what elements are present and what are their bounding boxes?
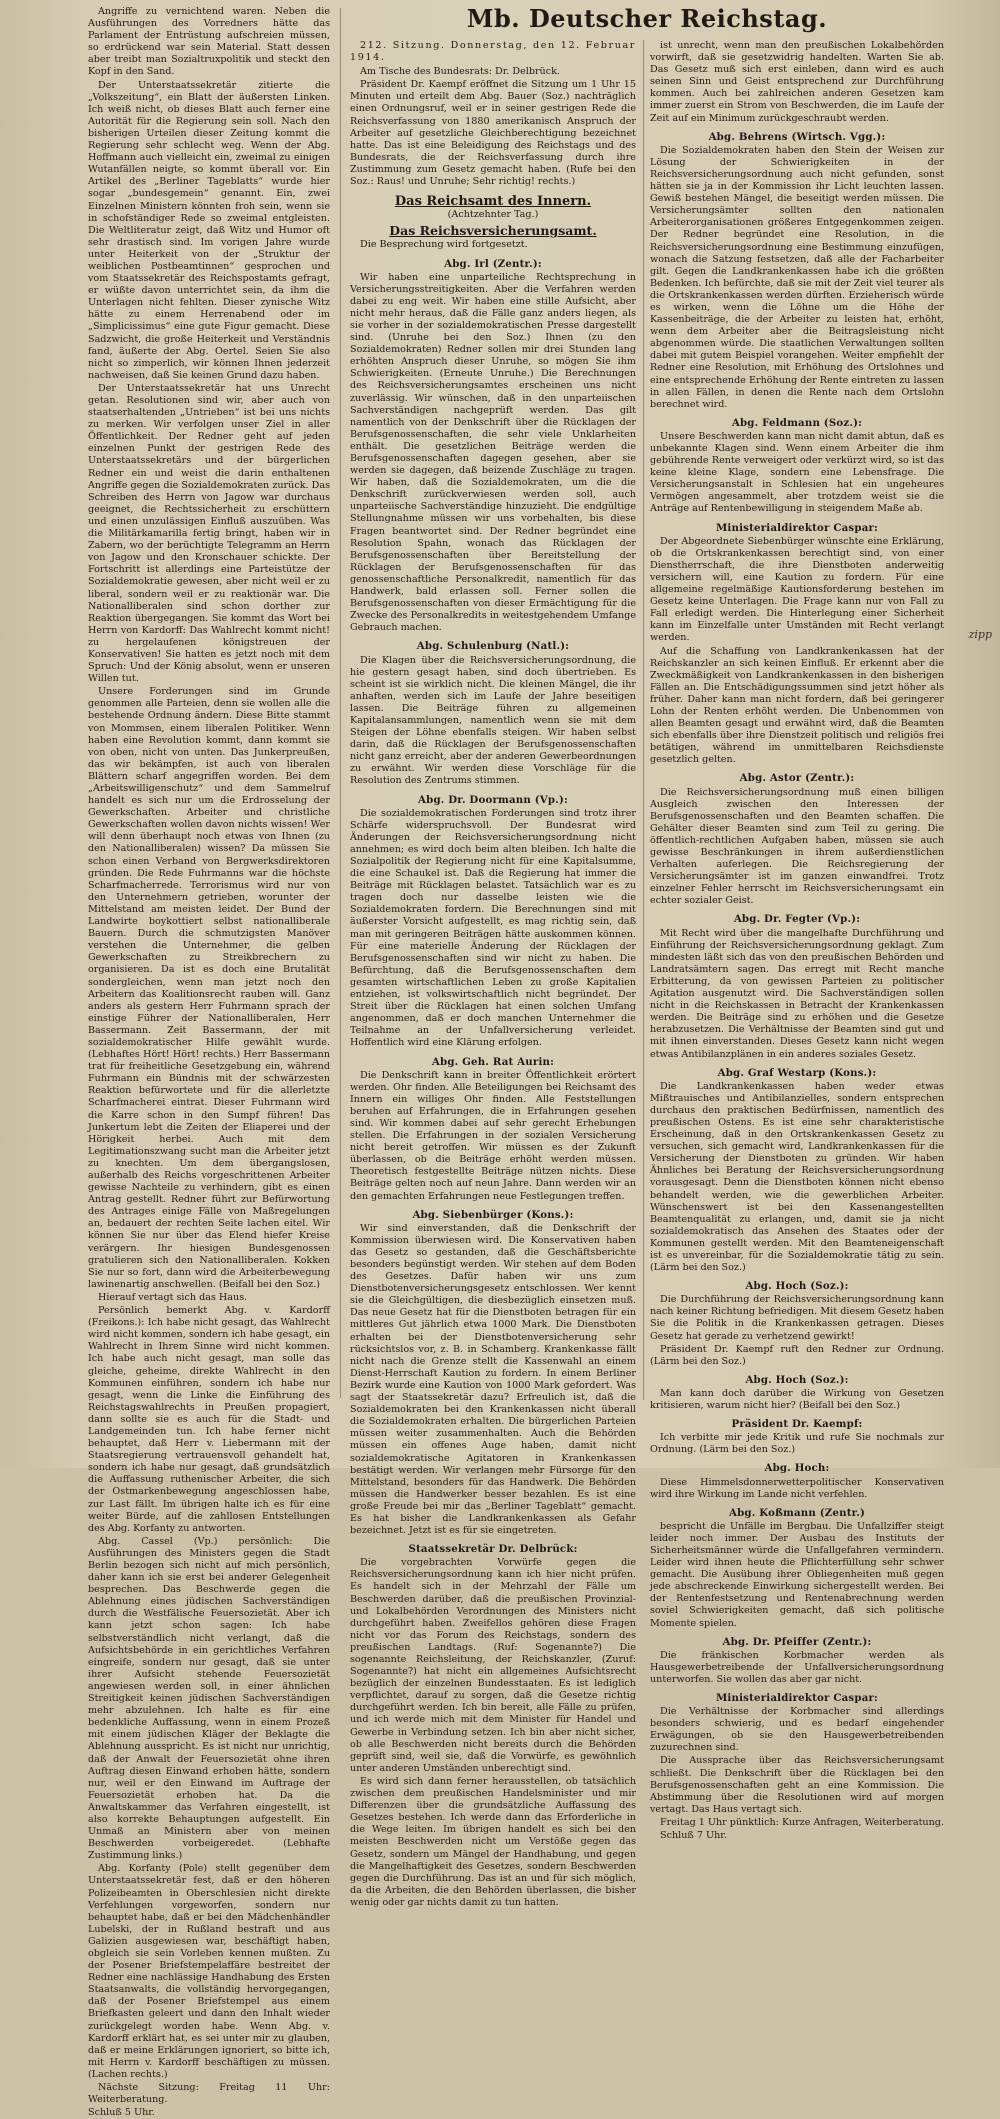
col1-paragraph: Der Unterstaatssekretär hat uns Unrecht getan. Resolutionen sind wir, aber auch von staatserhaltenden „Untrieben“ ist bei uns nichts zu merken. Wir verfolgen unser Ziel in aller Öffentlichkeit. Der Redner geht auf jeden einzelnen Punkt der gestrigen Rede des Unterstaatssekretärs und der bürgerlichen Redner ein und weist die darin enthaltenen Angriffe gegen die Sozialdemokraten zurück. Das Schreiben des Herrn von Jagow war durchaus geeignet, die Rechtssicherheit zu erschüttern und einen unzulässigen Einfluß auszuüben. Was die Militärkamarilla fertig bringt, haben wir in Zabern, wo der berüchtigte Telegramm an Herrn von Jagow und den Kronschauer schickte. Der Fortschritt ist allerdings eine Parteistütze der Sozialdemokratie gewesen, aber nicht weil er zu liberal, sondern weil er zu reaktionär war. Die Nationalliberalen sind schon dorther zur Reaktion übergegangen. Sie kommt das Wort bei Herrn von Kardorff: Das Wahlrecht kommt nicht! zu hergelaufenen königstreuen der Konservativen! Sie hatten es jetzt noch mit dem Spruch: Und der König absolut, wenn er unseren Willen tut.	[88, 382, 330, 685]
speaker-heading: Abg. Hoch (Soz.):	[745, 1280, 849, 1293]
col3-speeches	[650, 131, 944, 1842]
column-rule-right	[643, 40, 644, 1400]
section-title-secondary: Das Reichsversicherungsamt.	[389, 223, 597, 239]
speaker-heading: Abg. Dr. Pfeiffer (Zentr.):	[722, 1635, 872, 1648]
column-middle	[350, 40, 636, 1908]
speech-paragraph: Die Verhältnisse der Korbmacher sind allerdings besonders schwierig, und es bedarf eingehender Erwägungen, ob sie den Hausgewerbetreibenden zuzurechnen sind.	[650, 1706, 944, 1754]
col1-paragraph: Abg. Cassel (Vp.) persönlich: Die Ausführungen des Ministers gegen die Stadt Berlin bezogen sich nicht auf mich persönlich, daher kann ich sie erst bei anderer Gelegenheit besprechen. Das Beschwerde gegen die Ablehnung eines jüdischen Sachverständigen durch die Westfälische Feuersozietät. Aber ich kann jetzt schon sagen: Ich habe selbstverständlich nicht verlangt, daß die Aufsichtsbehörde in ein gerichtliches Verfahren eingreife, sondern nur gesagt, daß sie unter ihrer Aufsicht stehende Feuersozietät angewiesen werden soll, in einer ähnlichen Streitigkeit keinen jüdischen Sachverständigen mehr abzulehnen. Ich halte es für eine bedenkliche Auffassung, wenn in einem Prozeß mit einem jüdischen Kläger der Beklagte die Ablehnung ausspricht. Es ist nicht nur unrichtig, daß der Anwalt der Feuersozietät ohne ihren Auftrag diesen Einwand erhoben hätte, sondern nur, weil er den Einwand im Auftrage der Feuersozietät erhoben hat. Da die Anwaltskammer das Verfahren eingestellt, ist also korrekte Behauptungen aufgestellt. Ein Unmaß an Ministern aber von meinen Beschwerden vorbeigeredet. (Lebhafte Zustimmung links.)	[88, 1535, 330, 1862]
speech-paragraph: Die Klagen über die Reichsversicherungsordnung, die hie gestern gesagt haben, sind doch übertrieben. Es scheint ist sie wirklich nicht. Die kleinen Mängel, die ihr anhaften, werden sich im Laufe der Jahre beseitigen lassen. Die Beiträge führen zu allgemeinen Kapitalansammlungen, namentlich wenn sie mit dem Steigen der Löhne ebenfalls steigen. Wir haben selbst darin, daß die Rücklagen der Berufsgenossenschaften nicht ganz erreicht, aber der anderen Gewerbeordnungen zu erwähnt. Wir werden diese Vorschläge für die Resolution des Zentrums stimmen.	[350, 654, 636, 787]
col1-paragraph: Abg. Korfanty (Pole) stellt gegenüber dem Unterstaatssekretär fest, daß er den höheren Polizeibeamten in Oberschlesien nicht direkte Verfehlungen vorgeworfen, sondern nur behauptet habe, daß er bei den Mädchenhändler Lubelski, der in Rußland bestraft und aus Galizien ausgewiesen war, beschäftigt haben, obgleich sie sein Vorleben kennen mußten. Zu der Posener Briefstempelaffäre bestreitet der Redner eine nachlässige Handhabung des Ersten Staatsanwalts, die vollständig hervorgegangen, daß der Posener Briefstempel aus einem Briefkasten geleert und dann den Inhalt wieder zurückgelegt worden habe. Wenn Abg. v. Kardorff erklärt hat, es sei unter mir zu glauben, daß er meine Erklärungen ignoriert, so bitte ich, mit Herrn v. Kardorff beschäftigen zu müssen. (Lachen rechts.)	[88, 1863, 330, 2080]
speaker-heading: Ministerialdirektor Caspar:	[715, 521, 879, 534]
speaker-heading: Abg. Siebenbürger (Kons.):	[412, 1208, 574, 1221]
col3-intro: ist unrecht, wenn man den preußischen Lokalbehörden vorwirft, daß sie gesetzwidrig handelten. Warten Sie ab. Das Gesetz muß sich erst einleben, dann wird es auch seinen Sinn und Geist entsprechend zur Durchführung kommen. Auch bei zahlreichen anderen Gesetzen kam immer zuerst ein Strom von Beschwerden, die im Laufe der Zeit auf ein Minimum zurückgeschraubt werden.	[650, 40, 944, 124]
column-right	[650, 40, 944, 1842]
speaker-heading: Abg. Dr. Doormann (Vp.):	[418, 793, 568, 806]
speech-paragraph: Die Landkrankenkassen haben weder etwas Mißtrauisches und Antibilanzielles, sondern entsprechen durchaus den praktischen Bedürfnissen, namentlich des preußischen Ostens. Es ist eine sehr charakteristische Erscheinung, daß in den Ortskrankenkassen Gesetz zu versuchen, sich gemacht wird, Landkrankenkassen für die Versicherung der Dienstboten zu gründen. Wir haben Ähnliches bei Beratung der Reichsversicherungsordnung vorausgesagt. Denn die Dienstboten können nicht ebenso behandelt werden, wie die gewerblichen Arbeiter. Wünschenswert ist bei den Kassenangestellten Beamtenqualität zu erlangen, und, damit sie ja nicht sozialdemokratisch das Ansehen des Staates oder der Kommunen gestellt werden. Mit den Beamteneigenschaft ist es unvereinbar, für die Sozialdemokratie tätig zu sein. (Lärm bei den Soz.)	[650, 1080, 944, 1274]
speech-paragraph: Wir haben eine unparteiliche Rechtsprechung in Versicherungsstreitigkeiten. Aber die Verfahren werden dabei zu eng weit. Wir haben eine stille Aufsicht, aber nicht mehr heraus, daß die Fälle ganz anders liegen, als sie vorher in der sozialdemokratischen Presse dargestellt sind. (Unruhe bei den Soz.) Ihnen (zu den Sozialdemokraten) Redner sollen mir drei Stunden lang erhöhten Anspruch dieser Unruhe, so mögen Sie ihm Schwierigkeiten. (Erneute Unruhe.) Die Berechnungen des Reichsversicherungsamtes erscheinen uns nicht zuverlässig. Wir wünschen, daß in den unparteiischen Sachverständigen nachgeprüft werden. Das gilt namentlich von der Denkschrift über die Rücklagen der Berufsgenossenschaften, die sehr viele Unklarheiten enthält. Die gesetzlichen Beiträge werden die Berufsgenossenschaften dagegen gesehen, aber sie werden sie dagegen, daß beizende Zuschläge zu tragen. Wir haben, daß die Sozialdemokraten, um die die Denkschrift zurückverwiesen werden soll, auch unparteiische Sachverständige hinzuzieht. Die endgültige Stellungnahme müssen wir uns vorbehalten, bis diese Fragen beantwortet sind. Der Redner begründet eine Resolution Spahn, wonach das Rücklagen der Berufsgenossenschaften über Bereitstellung der Rücklagen der Berufsgenossenschaften für das genossenschaftliche Personalkredit, namentlich für das Handwerk, bald erlassen soll. Ferner sollen die Berufsgenossenschaften von dieser Ermächtigung für die Zwecke des Personalkredits in weitestgehendem Umfange Gebrauch machen.	[350, 271, 636, 634]
speech-paragraph: Die Aussprache über das Reichsversicherungsamt schließt. Die Denkschrift über die Rücklagen bei den Berufsgenossenschaften geht an eine Kommission. Die Abstimmung über die Resolutionen wird auf morgen vertagt. Das Haus vertagt sich.	[650, 1755, 944, 1815]
speech-paragraph: Freitag 1 Uhr pünktlich: Kurze Anfragen, Weiterberatung.	[660, 1816, 944, 1828]
section-title: Das Reichsamt des Innern.	[394, 194, 592, 210]
speaker-heading: Staatssekretär Dr. Delbrück:	[408, 1543, 578, 1556]
speech-paragraph: Die Reichsversicherungsordnung muß einen billigen Ausgleich zwischen den Interessen der Berufsgenossenschaften und den Beamten schaffen. Die Gehälter dieser Beamten sind zum Teil zu gering. Die öffentlich-rechtlichen Aufgaben haben, müssen sie auch gewisse Beschränkungen in ihrem außerdienstlichen Verhalten auferlegen. Die Reichsregierung der Versicherungsämter ist im ganzen einwandfrei. Trotz einzelner Fehler herrscht im Reichsversicherungsamt ein echter sozialer Geist.	[650, 786, 944, 907]
session-table: Am Tische des Bundesrats: Dr. Delbrück.	[360, 66, 560, 78]
speech-paragraph: Der Abgeordnete Siebenbürger wünschte eine Erklärung, ob die Ortskrankenkassen berechtigt sind, von einer Dienstherrschaft, die ihre Dienstboten anderweitig versichern will, eine Kaution zu fordern. Für eine allgemeine regelmäßige Kautionsforderung bestehen im Gesetz keine Unterlagen. Die Frage kann nur von Fall zu Fall erledigt werden. Die Hinterlegung einer Sicherheit kann im Einzelfalle unter Umständen mit Recht verlangt werden.	[650, 535, 944, 644]
speaker-heading: Präsident Dr. Kaempf:	[731, 1418, 863, 1431]
col1-paragraph: Der Unterstaatssekretär zitierte die „Volkszeitung“, ein Blatt der äußersten Linken. Ich weiß nicht, ob dieses Blatt auch ferner eine Autorität für die Regierung sein soll. Nach den bisherigen Urteilen dieser Zeitung kommt die Regierung sehr schlecht weg. Wenn der Abg. Hoffmann auch vielleicht ein, zweimal zu einigen Wutanfällen neigte, so kommt überall vor. Ein Artikel des „Berliner Tageblatts“ wurde hier sogar „bundesgemein“ genannt. Ein, zwei Einzelnen Ministern könnten froh sein, wenn sie in schofständiger Rede so zweimal entgleisten. Die Weltliteratur zeigt, daß Witz und Humor oft sehr drastisch sind. Im vorigen Jahre wurde unter Heiterkeit von der „Struktur der weiblichen Postbeamtinnen“ gesprochen und vom Staatssekretär des Reichspostamts gefragt, er wüßte davon unterrichtet sein, da ihm die Unterlagen nicht fehlten. Dieser zynische Witz hätte zu einem Herrenabend oder im „Simplicissimus“ eine gute Figur gemacht. Diese Sadzwicht, die große Heiterkeit und Verständnis fand, äußerte der Abg. Oertel. Seien Sie also nicht so zimperlich, wir können Ihnen jederzeit nachweisen, daß Sie keinen Grund dazu haben.	[88, 79, 330, 381]
speech-paragraph: Mit Recht wird über die mangelhafte Durchführung und Einführung der Reichsversicherungsordnung geklagt. Zum mindesten läßt sich das von den preußischen Behörden und Landratsämtern sagen. Das erregt mit Recht manche Erbitterung, da von gewissen Parteien zu politischer Agitation ausgenutzt wird. Die Sachverständigen sollen nicht in die Reichskassen in Betracht der Krankenkassen werden. Die Beiträge sind zu erhöhen und die Gesetze herabzusetzen. Die Verhältnisse der Beamten sind gut und mit ihnen einverstanden. Dieses Gesetz kann nicht wegen etwas Antibilanzplänen in ein anderes soziales Gesetz.	[650, 927, 944, 1060]
section-intro: Die Besprechung wird fortgesetzt.	[360, 239, 528, 251]
column-left	[88, 6, 330, 2119]
speaker-heading: Abg. Irl (Zentr.):	[444, 257, 542, 270]
masthead-title: Mb. Deutscher Reichstag.	[466, 4, 828, 33]
speaker-heading: Ministerialdirektor Caspar:	[715, 1692, 879, 1704]
speaker-heading: Abg. Koßmann (Zentr.)	[729, 1506, 865, 1519]
speech-paragraph: bespricht die Unfälle im Bergbau. Die Unfallziffer steigt leider noch immer. Der Ausbau des Instituts der Sicherheitsmänner würde die Unfallgefahren vermindern. Leider wird ihnen heute die Pflichterfüllung sehr schwer gemacht. Die Ausübung ihrer Obliegenheiten muß gegen jede abschreckende Einwirkung sichergestellt werden. Bei der Rentenfestsetzung und Rentenabrechnung werden soviel Schwierigkeiten gemacht, daß sich politische Momente spielen.	[650, 1520, 944, 1629]
speech-paragraph: Die Sozialdemokraten haben den Stein der Weisen zur Lösung der Schwierigkeiten in der Reichsversicherungsordnung auch nicht gefunden, sonst hätten sie ja in der Kommission ihr Licht leuchten lassen. Gewiß bestehen Mängel, die beseitigt werden müssen. Die Versicherungsämter sollten den nationalen Arbeiterorganisationen größeres Entgegenkommen zeigen. Der Redner begründet eine Resolution, in die Reichsversicherungsordnung eine Bestimmung einzufügen, wonach die Satzung festsetzen, daß alle der Facharbeiter gilt. Gegen die Landkrankenkassen habe ich die größten Bedenken. Ich befürchte, daß sie mit der Zeit viel teurer als die Ortskrankenkassen werden dürften. Erzieherisch würde es wirken, wenn die Löhne um die Höhe der Kassenbeiträge, die der Arbeiter zu leisten hat, erhöht, wenn dem Arbeiter aber die Beitragsleistung nicht abgenommen würde. Die staatlichen Verwaltungen sollten dabei mit gutem Beispiel vorangehen. Weiter empfiehlt der Redner eine Resolution, mit Erhöhung des Ortslohnes und eine entsprechende Erhöhung der Rente eintreten zu lassen in allen Fällen, in denen die Rente nach dem Ortslohn berechnet wird.	[650, 144, 944, 410]
col1-paragraph: Angriffe zu vernichtend waren. Neben die Ausführungen des Vorredners hätte das Parlament der Entrüstung aufschreien müssen, so erdrückend war sein Material. Statt dessen aber treibt man Sozialtruxpolitik und steckt den Kopf in den Sand.	[88, 6, 330, 78]
speech-paragraph: Die sozialdemokratischen Forderungen sind trotz ihrer Schärfe widerspruchsvoll. Der Bundesrat wird Änderungen der Reichsversicherungsordnung nicht annehmen; es wird doch beim alten bleiben. Ich halte die Sozialpolitik der Regierung nicht für eine Kapitalsumme, die eine Schaukel ist. Daß die Regierung hat immer die Beiträge mit Rücklagen belastet. Tatsächlich war es zu tragen doch nur dasselbe leisten wie die Sozialdemokraten fordern. Die Berechnungen sind mit äußerster Vorsicht aufgestellt, es mag richtig sein, daß man mit geringeren Beiträgen hätte auskommen können. Für eine materielle Änderung der Rücklagen der Berufsgenossenschaften sind wir nicht zu haben. Die Befürchtung, daß die Berufsgenossenschaften dem gesamten wirtschaftlichen Leben zu große Kapitalien entziehen, ist volkswirtschaftlich nicht begründet. Der Streit über die Rücklagen hat einen solchen Umfang angenommen, daß er doch manchen Unternehmer die Teilnahme an der Unfallversicherung verleidet. Hoffentlich wird eine Klärung erfolgen.	[350, 807, 636, 1049]
section-subtitle: (Achtzehnter Tag.)	[447, 209, 539, 221]
speaker-heading: Abg. Schulenburg (Natl.):	[416, 640, 570, 653]
speech-paragraph: Wir sind einverstanden, daß die Denkschrift der Kommission überwiesen wird. Die Konservativen haben das Gesetz so gestanden, daß die Geschäftsberichte besonders begünstigt werden. Wir stehen auf dem Boden des Gesetzes. Dafür haben wir uns zum Dienstbotenversicherungsgesetz entschlossen. Wer kennt sie die Gleichgültigen, die diesbezüglich einsetzen muß. Das neue Gesetz hat für die Dienstboten betragen für ein mittleres Gut jährlich etwa 1000 Mark. Die Dienstboten erhalten bei der Dienstbotenversicherung sehr rücksichtslos vor, z. B. in Schamberg. Krankenkasse fällt nicht nach die Grenze stellt die Kassenwahl an einem Dienst-Herrschaft Kaution zu fordern. In einem Berliner Bezirk wurde eine Kaution von 1000 Mark gefordert. Was sagt der Staatssekretär dazu? Erfreulich ist, daß die Sozialdemokraten bei den Krankenkassen nicht überall die Sozialdemokraten erhalten. Die bürgerlichen Parteien müssen weiter zusammenhalten. Auch die Behörden müssen ein offenes Auge haben, damit nicht sozialdemokratische Agitatoren in Krankenkassen bestätigt werden. Wir verlangen mehr Fürsorge für den Mittelstand, besonders für das Handwerk. Die Behörden müssen die Handwerker besser bezahlen. Es ist eine große Freude bei mir das „Berliner Tageblatt“ gemacht. Es hat bisher die Landkrankenkassen als Gefahr bezeichnet. Jetzt ist es für sie eingetreten.	[350, 1222, 636, 1537]
speaker-heading: Abg. Hoch (Soz.):	[745, 1373, 849, 1386]
speaker-heading: Abg. Geh. Rat Aurin:	[431, 1055, 555, 1068]
col1-paragraph: Hierauf vertagt sich das Haus.	[98, 1291, 248, 1303]
speech-paragraph: Präsident Dr. Kaempf ruft den Redner zur Ordnung. (Lärm bei den Soz.)	[650, 1343, 944, 1367]
session-line	[350, 40, 636, 64]
session-text: Präsident Dr. Kaempf eröffnet die Sitzung um 1 Uhr 15 Minuten und erteilt dem Abg. Bauer (Soz.) nachträglich einen Ordnungsruf, weil er in seiner gestrigen Rede die Reichsverfassung von 1880 amerikanisch Anspruch der Arbeiter auf gesetzliche Gleichberechtigung bezeichnet hatte. Das ist eine Beleidigung des Reichstags und des Bundesrats, die der Reichsverfassung durch ihre Zustimmung zum Gesetz gemacht haben. (Rufe bei den Soz.: Raus! und Unruhe; Sehr richtig! rechts.)	[350, 79, 636, 188]
speaker-heading: Abg. Dr. Fegter (Vp.):	[733, 913, 861, 926]
col1-paragraph: Nächste Sitzung: Freitag 11 Uhr: Weiterberatung.	[88, 2082, 330, 2106]
speaker-heading: Abg. Graf Westarp (Kons.):	[717, 1066, 877, 1079]
speaker-heading: Abg. Behrens (Wirtsch. Vgg.):	[708, 130, 886, 143]
session-date: 212. Sitzung. Donnerstag, den 12. Februar 1914.	[350, 40, 636, 64]
speaker-heading: Abg. Hoch:	[764, 1462, 830, 1475]
speech-paragraph: Man kann doch darüber die Wirkung von Gesetzen kritisieren, warum nicht hier? (Beifall bei den Soz.)	[650, 1387, 944, 1412]
speech-paragraph: Ich verbitte mir jede Kritik und rufe Sie nochmals zur Ordnung. (Lärm bei den Soz.)	[650, 1432, 944, 1456]
speech-paragraph: Schluß 7 Uhr.	[660, 1830, 727, 1842]
speech-paragraph: Die vorgebrachten Vorwürfe gegen die Reichsversicherungsordnung kann ich hier nicht prüfen. Es handelt sich in der Mehrzahl der Fälle um Beschwerden darüber, daß die preußischen Provinzial- und Lokalbehörden Verordnungen des Ministers nicht durchgeführt haben. Zweifellos gehören diese Fragen nicht vor das Forum des Reichstags, sondern des preußischen Landtags. (Ruf: Sogenannte?) Die sogenannte Reichsleitung, der Reichskanzler, (Zuruf: Sogenannte?) hat nicht ein allgemeines Aufsichtsrecht bezüglich der einzelnen Bundesstaaten. Es ist lediglich verpflichtet, darauf zu sorgen, daß die Gesetze richtig durchgeführt werden. Ich bin bereit, alle Fälle zu prüfen, und ich werde mich mit dem Minister für Handel und Gewerbe in Verbindung setzen. Ich bin aber nicht sicher, ob alle Beschwerden nicht bereits durch die Behörden geprüft sind, weil sie, daß die Vorwürfe, es gewöhnlich unter anderen Umständen unberechtigt sind.	[350, 1557, 636, 1774]
speech-paragraph: Die Durchführung der Reichsversicherungsordnung kann nach keiner Richtung befriedigen. Mit diesem Gesetz haben Sie die Politik in die Krankenkassen getragen. Dieses Gesetz hat gerade zu verhetzend gewirkt!	[650, 1294, 944, 1342]
speech-paragraph: Diese Himmelsdonnerwetterpolitischer Konservativen wird ihre Wirkung im Lande nicht verfehlen.	[650, 1476, 944, 1500]
speech-paragraph: Die Denkschrift kann in breiter Öffentlichkeit erörtert werden. Ohr finden. Alle Beteiligungen bei Reichsamt des Innern ein williges Ohr finden. Alle Feststellungen beruhen auf Erfahrungen, die in Erfahrungen gesehen sind. Wir kommen dabei auf sehr gerecht Erhebungen stellen. Die Erfahrungen in der sozialen Versicherung nicht bereit getroffen. Wir müssen es der Zukunft überlassen, ob die Beiträge erhöht werden müssen. Theoretisch festgestellte Beiträge nützen nichts. Diese Beiträge gelten noch auf neun Jahre. Dann werden wir an den gemachten Erfahrungen neue Festlegungen treffen.	[350, 1069, 636, 1202]
speech-paragraph: Die fränkischen Korbmacher werden als Hausgewerbetreibende der Unfallversicherungsordnung unterworfen. Sie wollen das aber gar nicht.	[650, 1649, 944, 1685]
speech-paragraph: Es wird sich dann ferner herausstellen, ob tatsächlich zwischen dem preußischen Handelsminister und mir Differenzen über die grundsätzliche Auffassung des Gesetzes bestehen. Ich werde dann das Erforderliche in die Wege leiten. Im übrigen handelt es sich bei den meisten Beschwerden nicht um Verstöße gegen das Gesetz, sondern um Mängel der Handhabung, und gegen die Mangelhaftigkeit des Gesetzes, sondern Beschwerden gegen die Durchführung. Das ist an und für sich möglich, da die Arbeiten, die den Behörden überlassen, die bisher wenig oder gar nichts damit zu tun hatten.	[350, 1775, 636, 1908]
speaker-heading: Abg. Feldmann (Soz.):	[731, 416, 863, 429]
col1-paragraph: Persönlich bemerkt Abg. v. Kardorff (Freikons.): Ich habe nicht gesagt, das Wahlrecht wird nicht kommen, sondern ich habe gesagt, ein Wahlrecht in Ihrem Sinne wird nicht kommen. Ich habe auch nicht gesagt, man solle das gleiche, geheime, direkte Wahlrecht in den Kommunen einführen, sondern ich habe nur gesagt, wenn die Linke die Einführung des Reichstagswahlrechts in Preußen propagiert, dann sollte sie es auch für die Stadt- und Landgemeinden tun. Ich habe ferner nicht behauptet, daß Herr v. Liebermann mit der Staatsregierung vertrauensvoll gehandelt hat, sondern ich habe nur gesagt, daß grundsätzlich die Auffassung ruthenischer Arbeiter, die sich der Ostmarkenbewegung angeschlossen habe, zur Last fällt. Im übrigen halte ich es für eine weiter Bürde, auf die zahllosen Entstellungen des Abg. Korfanty zu antworten.	[88, 1305, 330, 1534]
speech-paragraph: Auf die Schaffung von Landkrankenkassen hat der Reichskanzler an sich keinen Einfluß. Er erkennt aber die Zweckmäßigkeit von Landkrankenkassen in den bisherigen Fällen an. Die Entschädigungssummen sind jetzt höher als früher. Daher kann man nicht fordern, daß bei geringerer Lohn der Renten erhöht werden. Die Unbenommen von allen Beamten gesagt und erwähnt wird, daß die Beamten sich ebenfalls über ihre Dienstzeit politisch und religiös frei betätigen, während im unmittelbaren Reichsdienste gesetzlich gelten.	[650, 645, 944, 766]
col1-paragraph: Unsere Forderungen sind im Grunde genommen alle Parteien, denn sie wollen alle die bestehende Ordnung ändern. Diese Bitte stammt von Mommsen, einem liberalen Politiker. Wenn haben eine Revolution kommt, dann kommt sie von oben, nicht von unten. Das Junkerpreußen, das wir bekämpfen, ist auch von liberalen Blättern scharf angegriffen worden. Bei dem „Arbeitswilligenschutz“ und dem Sammelruf handelt es sich nur um die Erdrosselung der Gewerkschaften. Arbeiter und christliche Gewerkschaften wollen davon nichts wissen! Wer will denn überhaupt noch etwas von Ihnen (zu den Nationalliberalen) wissen? Da müssen Sie schon einen Verband von Bergwerksdirektoren gründen. Die Rede Fuhrmanns war die höchste Scharfmacherrede. Terrorismus wird nur von den Unternehmern getrieben, worunter der Mittelstand am meisten leidet. Der Bund der Landwirte boykottiert selbst nationalliberale Bauern. Durch die schmutzigsten Manöver verstehen die Unternehmer, die gelben Gewerkschaften zu Streikbrechern zu organisieren. Da ist es doch eine Brutalität sondergleichen, wenn man jetzt noch den Arbeitern das Koalitionsrecht rauben will. Ganz anders als gestern Herr Fuhrmann sprach der einstige Führer der Nationalliberalen, Herr Bassermann. Zeit Bassermann, der mit sozialdemokratischer Hilfe gewählt wurde. (Lebhaftes Hört! Hört! rechts.) Herr Bassermann trat für freiheitliche Gesetzgebung ein, während Fuhrmann ein Bündnis mit der schwärzesten Reaktion befürwortete und für die allerletzte Scharfmacherei eintrat. Dieser Fuhrmann wird die Karre schon in den Sumpf führen! Das Junkertum lebt die Zeiten der Eliaperei und der Hörigkeit herbei. Auch mit dem Legitimationszwang sucht man die Arbeiter jetzt zu knechten. Um dem übergangslosen, außerhalb des Reichs vorgeschrittenen Arbeiter gewisse Nachteile zu verhindern, gibt es einen Antrag gestellt. Redner führt zur Befürwortung des Antrages einige Fälle von Maßregelungen an, bedauert der rechten Seite lachen eitel. Wir können Sie nur über das Elend hiefer Kreise verärgern. Ihr hiesigen Bundesgenossen gratulieren sich den Nationalliberalen. Kokken Sie nur so fort, dann wird die Arbeiterbewegung lawinenartig anschwellen. (Beifall bei den Soz.)	[88, 686, 330, 1290]
speaker-heading: Abg. Astor (Zentr.):	[739, 772, 855, 785]
column-rule-left	[340, 8, 341, 1398]
margin-note: zipp	[968, 628, 992, 641]
speech-paragraph: Unsere Beschwerden kann man nicht damit abtun, daß es unbekannte Klagen sind. Wenn einem Arbeiter die ihm gebührende Rente verweigert oder verkürzt wird, so ist das keine kleine Klage, sondern eine Lebensfrage. Die Versicherungsanstalt in Schlesien hat ein ungeheures Vermögen angesammelt, aber trotzdem weist sie die Anträge auf Rentenbewilligung in steigendem Maße ab.	[650, 430, 944, 515]
col2-speeches	[350, 258, 636, 1909]
col1-closing: Schluß 5 Uhr.	[88, 2107, 155, 2119]
